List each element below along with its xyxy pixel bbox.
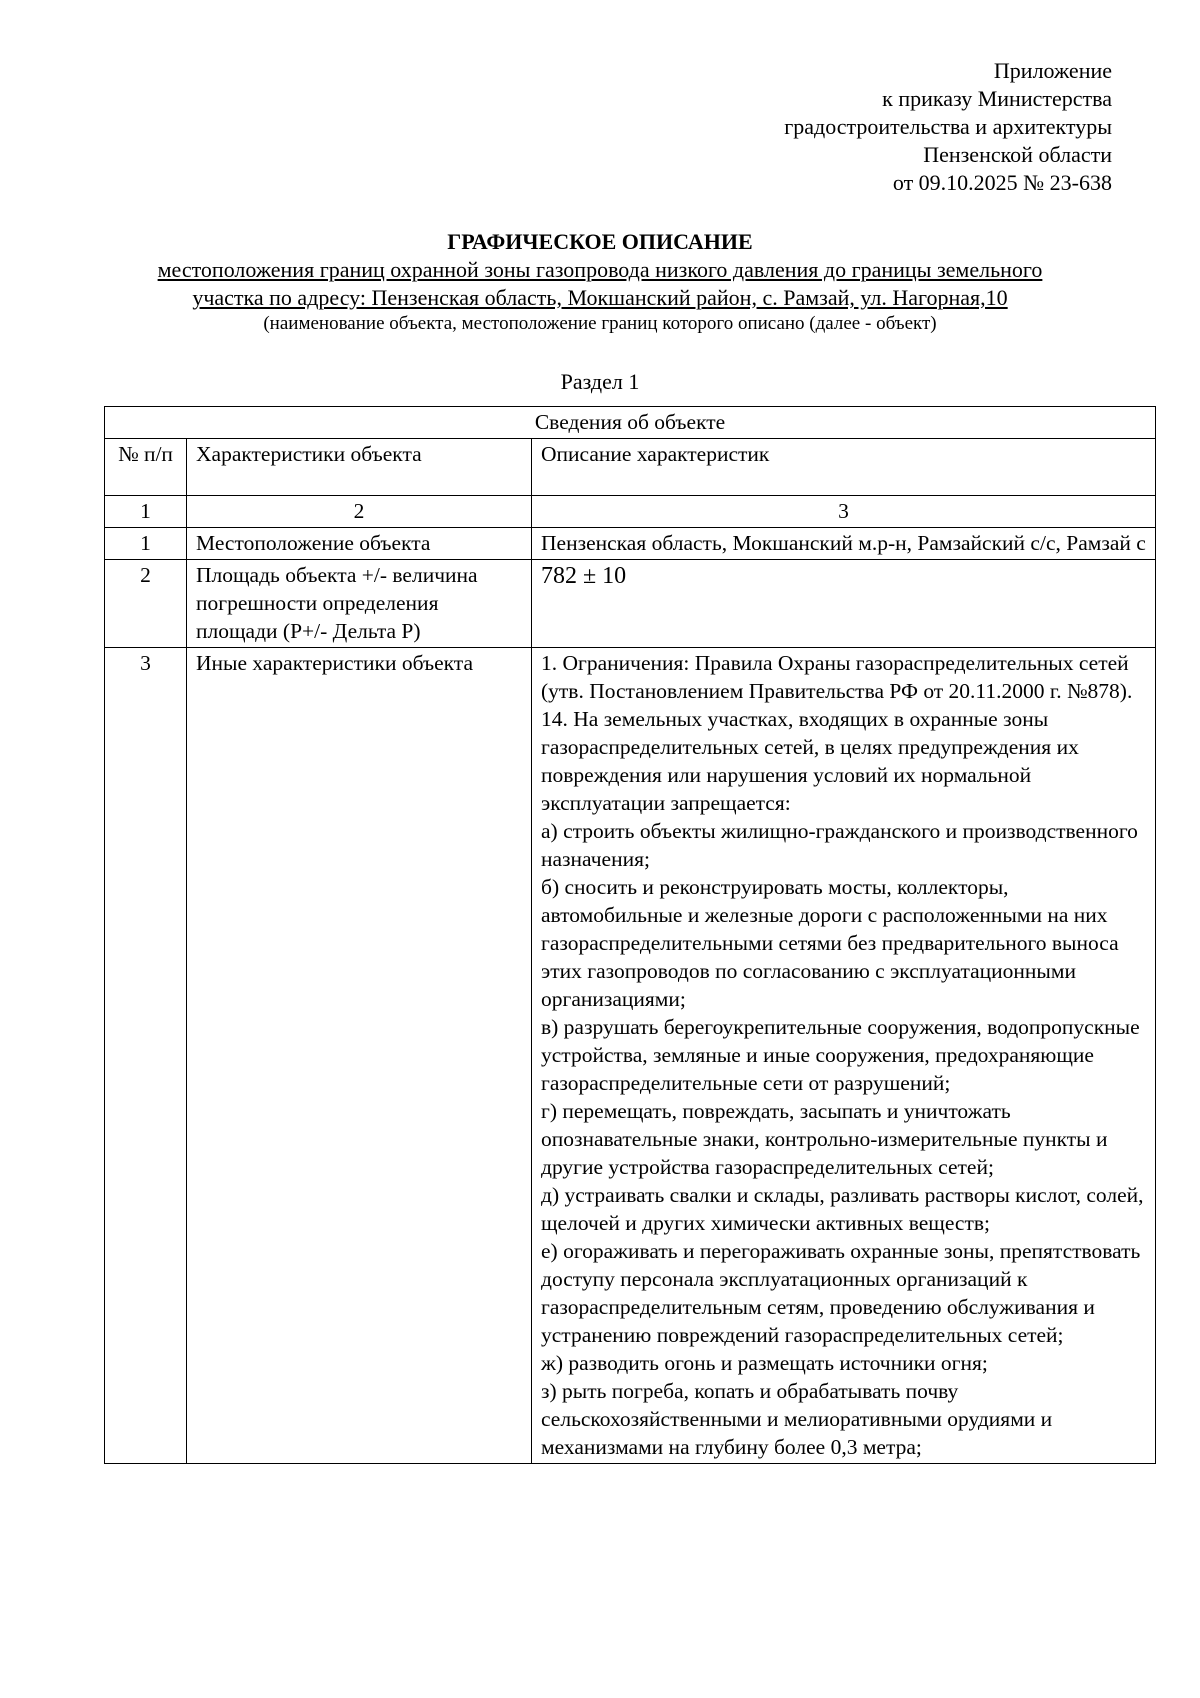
header-number: № п/п: [105, 439, 187, 496]
section-label: Раздел 1: [560, 369, 640, 394]
row-number: 1: [105, 528, 187, 560]
header-line: Приложение: [993, 58, 1112, 83]
row-number: 3: [105, 648, 187, 1464]
column-number: 3: [532, 496, 1156, 528]
header-line: Пензенской области: [923, 142, 1112, 167]
table-row: [105, 560, 1156, 648]
row-characteristic: Местоположение объекта: [187, 528, 532, 560]
table-header-row: [105, 439, 1156, 496]
object-info-table: [104, 406, 1156, 1464]
table-caption-row: [105, 407, 1156, 439]
table-row: [105, 528, 1156, 560]
header-characteristic: Характеристики объекта: [187, 439, 532, 496]
restriction-paragraph: е) огораживать и перегораживать охранные зоны, препятствовать доступу персонала эксплуатационных организаций к газораспределительным сетям, проведению обслуживания и устранению повреждений газораспределительных сетей;: [541, 1239, 1141, 1347]
area-value: 782 ± 10: [541, 563, 627, 589]
document-subtitle-line: участка по адресу: Пензенская область, Мокшанский район, с. Рамзай, ул. Нагорная,10: [192, 285, 1008, 310]
row-description: [532, 560, 1156, 648]
row-number: 2: [105, 560, 187, 648]
restriction-paragraph: в) разрушать берегоукрепительные сооружения, водопропускные устройства, земляные и иные сооружения, предохраняющие газораспределительные сети от разрушений;: [541, 1015, 1140, 1095]
row-description: [532, 648, 1156, 1464]
restriction-paragraph: ж) разводить огонь и размещать источники огня;: [541, 1351, 988, 1375]
column-number: 2: [187, 496, 532, 528]
column-number: 1: [105, 496, 187, 528]
title-block: [100, 228, 1100, 338]
subtitle-hint: (наименование объекта, местоположение границ которого описано (далее - объект): [263, 313, 937, 334]
restriction-paragraph: 1. Ограничения: Правила Охраны газораспределительных сетей (утв. Постановлением Правительства РФ от 20.11.2000 г. №878).: [541, 651, 1133, 703]
header-line: градостроительства и архитектуры: [784, 114, 1112, 139]
restriction-paragraph: з) рыть погреба, копать и обрабатывать почву сельскохозяйственными и мелиоративными орудиями и механизмами на глубину более 0,3 метра;: [541, 1379, 1053, 1459]
row-description: Пензенская область, Мокшанский м.р-н, Рамзайский с/с, Рамзай с: [532, 528, 1156, 560]
document-subtitle-line: местоположения границ охранной зоны газопровода низкого давления до границы земельного: [157, 257, 1043, 282]
header-description: Описание характеристик: [532, 439, 1156, 496]
header-line: от 09.10.2025 № 23-638: [892, 170, 1112, 195]
restriction-paragraph: г) перемещать, повреждать, засыпать и уничтожать опознавательные знаки, контрольно-измерительные пункты и другие устройства газораспределительных сетей;: [541, 1099, 1108, 1179]
header-line: к приказу Министерства: [882, 86, 1112, 111]
row-characteristic: Иные характеристики объекта: [187, 648, 532, 1464]
table-caption: Сведения об объекте: [105, 407, 1156, 439]
row-characteristic: Площадь объекта +/- величина погрешности определения площади (Р+/- Дельта Р): [187, 560, 532, 648]
restriction-paragraph: 14. На земельных участках, входящих в охранные зоны газораспределительных сетей, в целях предупреждения их повреждения или нарушения условий их нормальной эксплуатации запрещается:: [541, 707, 1079, 815]
document-title: ГРАФИЧЕСКОЕ ОПИСАНИЕ: [447, 229, 753, 254]
restriction-paragraph: б) сносить и реконструировать мосты, коллекторы, автомобильные и железные дороги с расположенными на них газораспределительными сетями без предварительного выноса этих газопроводов по согласованию с эксплуатационными организациями;: [541, 875, 1119, 1011]
restriction-paragraph: а) строить объекты жилищно-гражданского и производственного назначения;: [541, 819, 1138, 871]
appendix-header: [592, 57, 1112, 197]
table-row: [105, 648, 1156, 1464]
column-number-row: [105, 496, 1156, 528]
restriction-paragraph: д) устраивать свалки и склады, разливать растворы кислот, солей, щелочей и других химически активных веществ;: [541, 1183, 1144, 1235]
